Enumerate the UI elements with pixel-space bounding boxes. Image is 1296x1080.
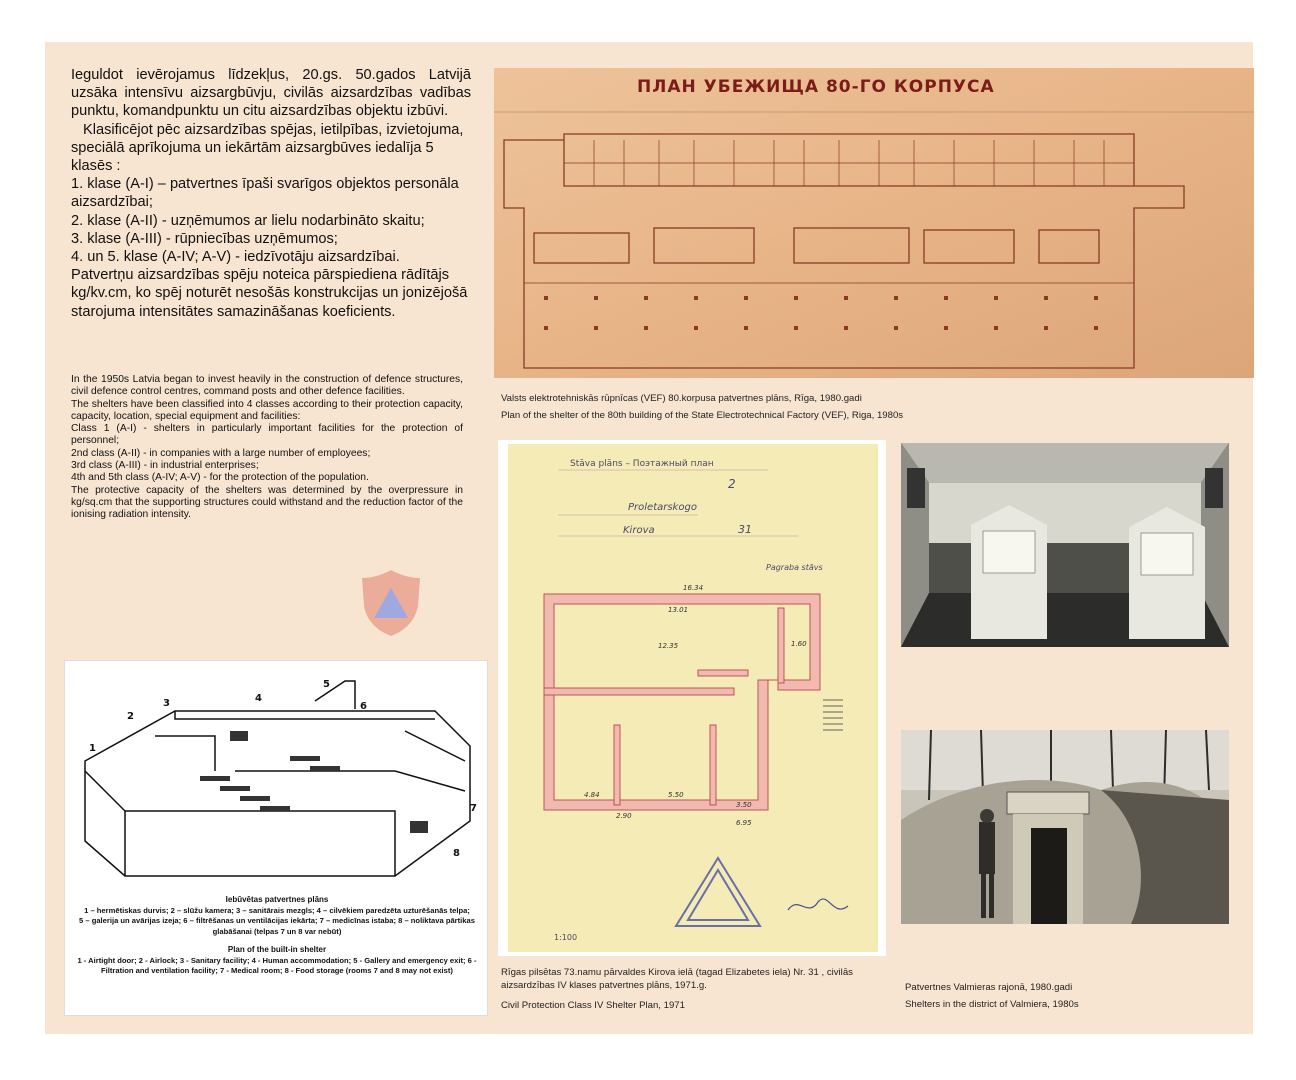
shelter-blueprint-image: [494, 68, 1254, 378]
en-paragraph-1: In the 1950s Latvia began to invest heavily in the construction of defence structures, civil defence control centres, command posts and other defence facilities.: [71, 374, 463, 398]
lv-class-2: 2. klase (A-II) - uzņēmumos ar lielu nodarbināto skaitu;: [71, 212, 425, 229]
shelter-interior-photo: [901, 443, 1229, 647]
legend-lv-line-1: 1 – hermētiskas durvis; 2 – slūžu kamera; 3 – sanitārais mezgls; 4 – cilvēkiem paredzēta uzturēšanās telpa;: [84, 905, 470, 915]
riga-plan-header: Stāva plāns – Поэтажный план: [570, 459, 714, 469]
dim-2: 13.01: [668, 606, 689, 614]
riga-shelter-plan-image: [498, 440, 886, 956]
riga-plan-caption-lv: Rīgas pilsētas 73.namu pārvaldes Kirova ielā (tagad Elizabetes iela) Nr. 31 , civilās aizsardzības IV klases patvertnes plāns, 1971.g.: [501, 967, 853, 991]
plan-label-2: 2: [127, 711, 134, 722]
riga-plan-scale: 1:100: [554, 933, 578, 942]
dim-5: 5.50: [668, 791, 684, 799]
riga-plan-street: Kirova: [623, 525, 655, 536]
english-intro-text: [71, 374, 463, 522]
lv-paragraph-3: Patvertņu aizsardzības spēju noteica pārspiediena rādītājs kg/kv.cm, ko spēj noturēt nesošās konstrukcijas un jonizējošā starojuma intensitātes samazināšanas koeficients.: [71, 267, 468, 320]
riga-plan-drawing: [498, 440, 886, 956]
en-class-1: Class 1 (A-I) - shelters in particularly important facilities for the protection of personnel;: [71, 423, 463, 447]
riga-plan-district: Proletarskogo: [628, 502, 697, 513]
lv-class-4: 4. un 5. klase (A-IV; A-V) - iedzīvotāju aizsardzībai.: [71, 249, 400, 266]
dim-7: 4.84: [584, 791, 600, 799]
legend-en-line: 1 - Airtight door; 2 - Airlock; 3 - Sanitary facility; 4 - Human accommodation; 5 - Gallery and emergency exit; 6 - Filtration and ventilation facility; 7 - Medical room; 8 - Food storage (rooms 7 and 8 may not exist): [77, 955, 477, 975]
dim-3: 12.35: [658, 642, 679, 650]
plan-label-1: 1: [89, 743, 96, 754]
blueprint-caption-lv: Valsts elektrotehniskās rūpnīcas (VEF) 80.korpusa patvertnes plāns, Rīga, 1980.gadi: [501, 393, 862, 404]
riga-plan-house: 31: [738, 523, 752, 536]
en-class-4: 4th and 5th class (A-IV; A-V) - for the protection of the population.: [71, 472, 369, 484]
legend-lv-title: Iebūvētas patvertnes plāns: [225, 895, 329, 904]
riga-plan-caption-en: Civil Protection Class IV Shelter Plan, 1971: [501, 1000, 685, 1011]
blueprint-caption-en: Plan of the shelter of the 80th building of the State Electrotechnical Factory (VEF), Riga, 1980s: [501, 410, 904, 421]
plan-label-5: 5: [323, 679, 330, 690]
blueprint-title: ПЛАН УБЕЖИЩА 80-ГО КОРПУСА: [637, 77, 995, 97]
en-class-3: 3rd class (A-III) - in industrial enterprises;: [71, 460, 259, 472]
dim-6: 2.90: [616, 812, 632, 820]
dim-9: 1.60: [791, 640, 807, 648]
civil-defence-emblem-icon: [360, 568, 422, 638]
riga-plan-floor-note: Pagraba stāvs: [766, 563, 823, 572]
plan-label-7: 7: [470, 803, 477, 814]
valmiera-photo-drawing: [901, 730, 1229, 924]
en-paragraph-3: The protective capacity of the shelters was determined by the overpressure in kg/sq.cm that the supporting structures could withstand and the reduction factor of the ionising radiation intensity.: [71, 484, 463, 521]
en-class-2: 2nd class (A-II) - in companies with a large number of employees;: [71, 447, 371, 459]
lv-class-1: 1. klase (A-I) – patvertnes īpaši svarīgos objektos personāla aizsardzībai;: [71, 176, 459, 211]
dim-4: 6.95: [736, 819, 752, 827]
valmiera-caption-en: Shelters in the district of Valmiera, 1980s: [905, 999, 1079, 1010]
legend-en-title: Plan of the built-in shelter: [227, 945, 327, 954]
riga-plan-number: 2: [728, 477, 736, 491]
plan-label-6: 6: [360, 701, 367, 712]
builtin-plan-legend: [70, 895, 484, 977]
plan-label-4: 4: [255, 693, 262, 704]
valmiera-shelter-photo: [901, 730, 1229, 924]
valmiera-caption-lv: Patvertnes Valmieras rajonā, 1980.gadi: [905, 982, 1073, 993]
lv-class-3: 3. klase (A-III) - rūpniecības uzņēmumos;: [71, 230, 338, 247]
latvian-intro-text: [71, 66, 471, 321]
lv-paragraph-2: Klasificējot pēc aizsardzības spējas, ietilpības, izvietojuma, speciālā aprīkojuma un iekārtām aizsargbūves iedalīja 5 klasēs :: [71, 121, 464, 175]
dim-8: 3.50: [736, 801, 752, 809]
plan-label-3: 3: [163, 698, 170, 709]
en-paragraph-2: The shelters have been classified into 4 classes according to their protection capacity, capacity, location, special equipment and facilities:: [71, 398, 463, 422]
legend-lv-line-2: 5 – galerija un avārijas izeja; 6 – filtrēšanas un ventilācijas iekārta; 7 – medicīnas istaba; 8 – noliktava pārtikas glabāšanai (telpas 7 un 8 var nebūt): [79, 916, 475, 936]
dim-1: 16.34: [683, 584, 704, 592]
interior-photo-drawing: [901, 443, 1229, 647]
builtin-shelter-drawing: [65, 661, 487, 891]
plan-label-8: 8: [453, 848, 460, 859]
lv-paragraph-1: Ieguldot ievērojamus līdzekļus, 20.gs. 50.gados Latvijā uzsāka intensīvu aizsargbūvju, civilās aizsardzības vadības punktu, komandpunktu un citu aizsardzības objektu izbūvi.: [71, 67, 471, 120]
blueprint-drawing: [494, 68, 1254, 378]
